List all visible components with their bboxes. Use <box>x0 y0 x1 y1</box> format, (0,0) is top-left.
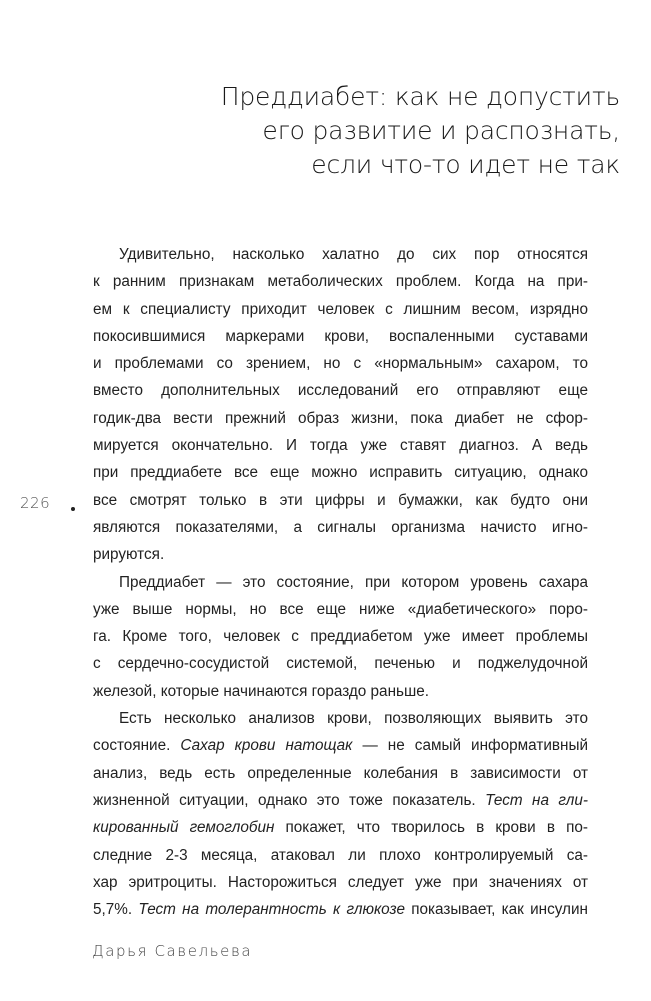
page-number: 226 <box>20 494 51 512</box>
text-line: уже выше нормы, но все еще ниже «диабетического» поро- <box>93 600 588 618</box>
text-line: вместо дополнительных исследований его отправляют еще <box>93 382 588 400</box>
text-line: являются показателями, а сигналы организма начисто игно- <box>93 518 588 536</box>
text-line: покосившимися маркерами крови, воспаленными суставами <box>93 327 588 345</box>
text-line: рируются. <box>93 546 165 564</box>
body-text <box>93 241 588 923</box>
chapter-title-line-2: его развитие и распознать, <box>262 116 620 145</box>
text-line: годик-два вести прежний образ жизни, пока диабет не сфор- <box>93 409 588 427</box>
text-line: ем к специалисту приходит человек с лишним весом, изрядно <box>93 300 588 318</box>
text-line: Преддиабет — это состояние, при котором уровень сахара <box>119 573 588 591</box>
text-line: Есть несколько анализов крови, позволяющих выявить это <box>119 710 588 728</box>
italic-term: кированный гемоглобин <box>93 819 275 837</box>
text-line: кированный гемоглобин покажет, что творилось в крови в по- <box>93 819 588 837</box>
text-line: мируется окончательно. И тогда уже ставят диагноз. А ведь <box>93 437 588 455</box>
text-line: состояние. Сахар крови натощак — не самый информативный <box>93 737 588 755</box>
text-line: все смотрят только в эти цифры и бумажки, как будто они <box>93 491 588 509</box>
text-line: 5,7%. Тест на толерантность к глюкозе показывает, как инсулин <box>93 901 588 919</box>
chapter-title-line-1: Преддиабет: как не допустить <box>220 82 620 111</box>
italic-term: Тест на гли- <box>485 791 588 809</box>
text-line: анализ, ведь есть определенные колебания в зависимости от <box>93 764 588 782</box>
text-line: железой, которые начинаются гораздо раньше. <box>93 682 430 700</box>
text-line: с сердечно-сосудистой системой, печенью и поджелудочной <box>93 655 588 673</box>
chapter-title <box>60 80 620 182</box>
italic-term: Тест на толерантность к глюкозе <box>138 901 405 919</box>
text-line: жизненной ситуации, однако это тоже показатель. Тест на гли- <box>93 791 588 809</box>
text-line: и проблемами со зрением, но с «нормальным» сахаром, то <box>93 355 588 373</box>
chapter-title-line-3: если что-то идет не так <box>311 150 620 179</box>
text-line: хар эритроциты. Насторожиться следует уже при значениях от <box>93 873 588 891</box>
italic-term: Сахар крови натощак <box>180 737 353 755</box>
text-line: га. Кроме того, человек с преддиабетом уже имеет проблемы <box>93 628 588 646</box>
text-line: следние 2-3 месяца, атаковал ли плохо контролируемый са- <box>93 846 588 864</box>
page-number-dot-icon <box>71 507 75 511</box>
author-footer: Дарья Савельева <box>92 942 253 960</box>
text-line: Удивительно, насколько халатно до сих пор относятся <box>119 246 588 263</box>
text-line: при преддиабете все еще можно исправить ситуацию, однако <box>93 464 588 482</box>
text-line: к ранним признакам метаболических проблем. Когда на при- <box>93 273 588 291</box>
